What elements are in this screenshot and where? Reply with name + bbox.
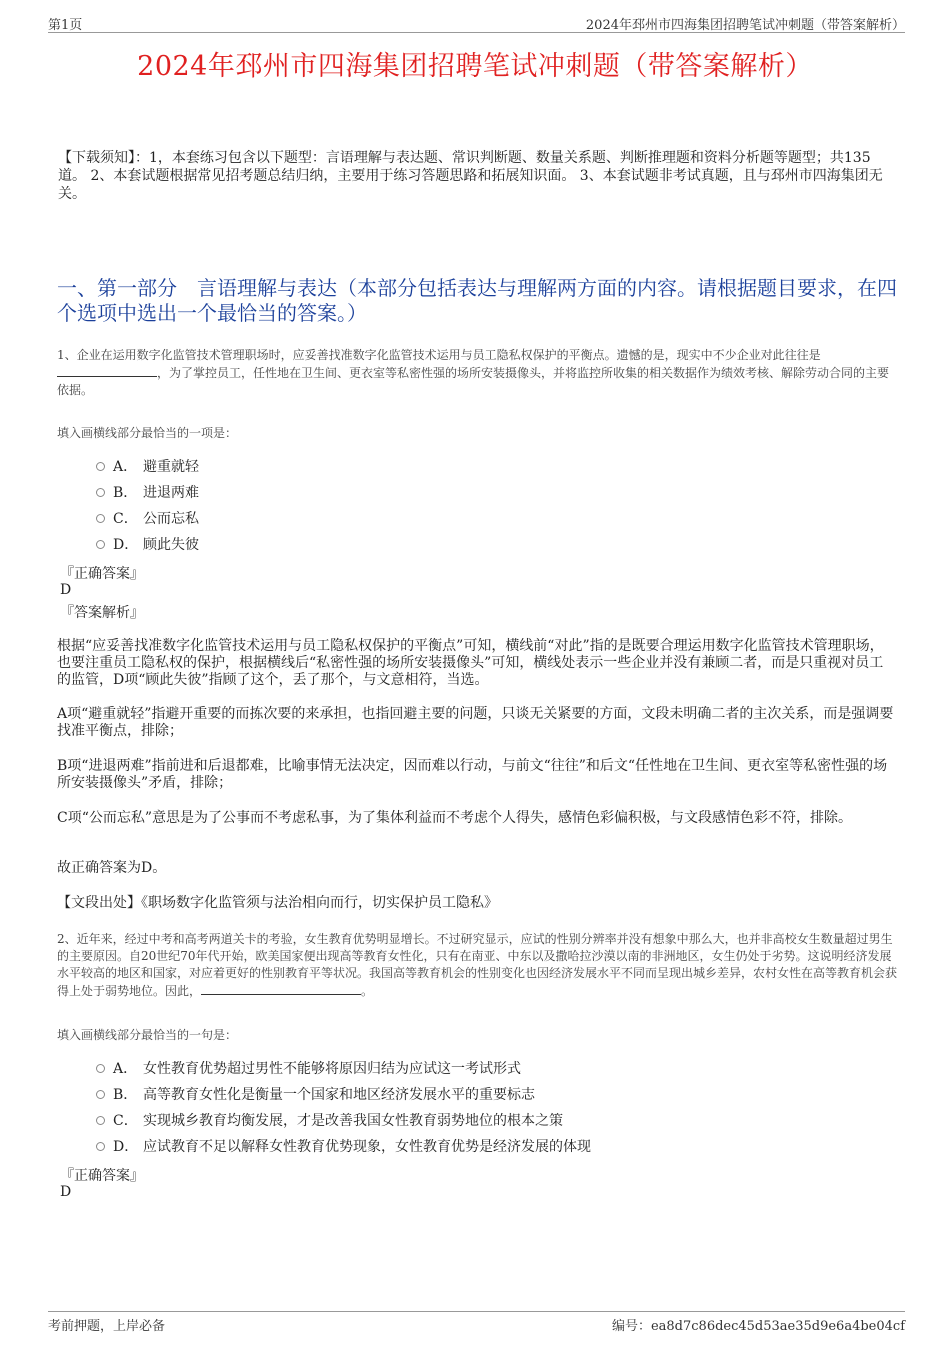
option-letter: B． — [113, 485, 138, 501]
section-heading: 一、第一部分 言语理解与表达（本部分包括表达与理解两方面的内容。请根据题目要求，在四个选项中选出一个最恰当的答案。） — [57, 276, 897, 325]
option-text: 应试教育不足以解释女性教育优势现象，女性教育优势是经济发展的体现 — [143, 1139, 591, 1155]
option-text: 高等教育女性化是衡量一个国家和地区经济发展水平的重要标志 — [143, 1087, 535, 1103]
question-2-option-d[interactable] — [96, 1136, 591, 1156]
footer-slogan: 考前押题，上岸必备 — [48, 1319, 166, 1334]
option-text: 实现城乡教育均衡发展，才是改善我国女性教育弱势地位的根本之策 — [143, 1113, 563, 1129]
option-text: 女性教育优势超过男性不能够将原因归结为应试这一考试形式 — [143, 1061, 521, 1077]
question-2-answer-label: 『正确答案』 — [60, 1168, 144, 1184]
radio-icon[interactable] — [96, 1116, 105, 1125]
question-2-text-a: 2、近年来，经过中考和高考两道关卡的考验，女生教育优势明显增长。不过研究显示，应试的性别分辨率并没有想象中那么大，也并非高校女生数量超过男生的主要原因。自20世纪70年代开始，欧美国家便出现高等教育女性化，只有在南亚、中东以及撒哈拉沙漠以南的非洲地区，女生仍处于劣势。这说明经济发展水平较高的地区和国家，对应着更好的性别教育平等状况。我国高等教育机会的性别变化也因经济发展水平不同而呈现出城乡差异，农村女性在高等教育机会获得上处于弱势地位。因此， — [57, 932, 898, 998]
question-1-answer-label: 『正确答案』 — [60, 566, 144, 582]
question-1-analysis-b: B项“进退两难”指前进和后退都难，比喻事情无法决定，因而难以行动，与前文“往往”和后文“任性地在卫生间、更衣室等私密性强的场所安装摄像头”矛盾，排除； — [57, 758, 888, 791]
radio-icon[interactable] — [96, 488, 105, 497]
question-1-option-d[interactable] — [96, 534, 199, 554]
question-1-prompt: 填入画横线部分最恰当的一项是： — [57, 426, 238, 440]
question-1-source: 【文段出处】《职场数字化监管须与法治相向而行，切实保护员工隐私》 — [57, 895, 498, 911]
question-2-option-b[interactable] — [96, 1084, 535, 1104]
radio-icon[interactable] — [96, 462, 105, 471]
question-1-blank — [57, 364, 157, 377]
option-text: 避重就轻 — [143, 459, 199, 475]
question-2-text-b: 。 — [361, 984, 374, 998]
question-1-analysis-main: 根据“应妥善找准数字化监管技术运用与员工隐私权保护的平衡点”可知，横线前“对此”指的是既要合理运用数字化监管技术管理职场，也要注重员工隐私权的保护，根据横线后“私密性强的场所安装摄像头”可知，横线处表示一些企业并没有兼顾二者，而是只重视对员工的监管，D项“顾此失彼”指顾了这个，丢了那个，与文意相符，当选。 — [57, 638, 884, 688]
question-2-text — [57, 931, 897, 1000]
question-1-option-b[interactable] — [96, 482, 199, 502]
option-text: 顾此失彼 — [143, 537, 199, 553]
option-text: 公而忘私 — [143, 511, 199, 527]
question-1-option-c[interactable] — [96, 508, 199, 528]
header-doc-title: 2024年邳州市四海集团招聘笔试冲刺题（带答案解析） — [585, 18, 905, 33]
question-1-text-b: ，为了掌控员工，任性地在卫生间、更衣室等私密性强的场所安装摄像头，并将监控所收集的相关数据作为绩效考核、解除劳动合同的主要依据。 — [57, 366, 890, 397]
question-2-prompt: 填入画横线部分最恰当的一句是： — [57, 1028, 238, 1042]
option-letter: C． — [113, 511, 138, 527]
question-2-answer: D — [60, 1184, 72, 1200]
option-letter: D． — [113, 537, 139, 553]
footer-doc-id: 编号：ea8d7c86dec45d53ae35d9e6a4be04cf — [611, 1319, 905, 1334]
radio-icon[interactable] — [96, 1142, 105, 1151]
radio-icon[interactable] — [96, 540, 105, 549]
footer-rule — [48, 1311, 905, 1312]
download-notice: 【下载须知】：1，本套练习包含以下题型：言语理解与表达题、常识判断题、数量关系题、判断推理题和资料分析题等题型；共135道。 2、本套试题根据常见招考题总结归纳，主要用于练习答题思路和拓展知识面。 3、本套试题非考试真题，且与邳州市四海集团无关。 — [58, 150, 883, 202]
question-2-option-a[interactable] — [96, 1058, 521, 1078]
option-letter: A． — [113, 459, 138, 475]
question-2-option-c[interactable] — [96, 1110, 563, 1130]
option-letter: A． — [113, 1061, 138, 1077]
question-1-conclusion: 故正确答案为D。 — [57, 860, 167, 876]
radio-icon[interactable] — [96, 1064, 105, 1073]
document-title: 2024年邳州市四海集团招聘笔试冲刺题（带答案解析） — [137, 51, 813, 82]
question-1-text-a: 1、企业在运用数字化监管技术管理职场时，应妥善找准数字化监管技术运用与员工隐私权保护的平衡点。遗憾的是，现实中不少企业对此往往是 — [57, 348, 821, 362]
option-text: 进退两难 — [143, 485, 199, 501]
question-1-analysis-label: 『答案解析』 — [60, 605, 144, 621]
radio-icon[interactable] — [96, 514, 105, 523]
question-1-text — [57, 347, 897, 399]
question-1-option-a[interactable] — [96, 456, 199, 476]
header-rule — [48, 32, 905, 33]
question-2-blank — [201, 982, 361, 995]
question-1-analysis-a: A项“避重就轻”指避开重要的而拣次要的来承担，也指回避主要的问题，只谈无关紧要的方面，文段未明确二者的主次关系，而是强调要找准平衡点，排除； — [57, 706, 894, 739]
option-letter: C． — [113, 1113, 138, 1129]
radio-icon[interactable] — [96, 1090, 105, 1099]
option-letter: D． — [113, 1139, 139, 1155]
option-letter: B． — [113, 1087, 138, 1103]
question-1-answer: D — [60, 582, 72, 598]
page-number: 第1页 — [48, 18, 83, 33]
question-1-analysis-c: C项“公而忘私”意思是为了公事而不考虑私事，为了集体利益而不考虑个人得失，感情色彩偏积极，与文段感情色彩不符，排除。 — [57, 810, 853, 826]
